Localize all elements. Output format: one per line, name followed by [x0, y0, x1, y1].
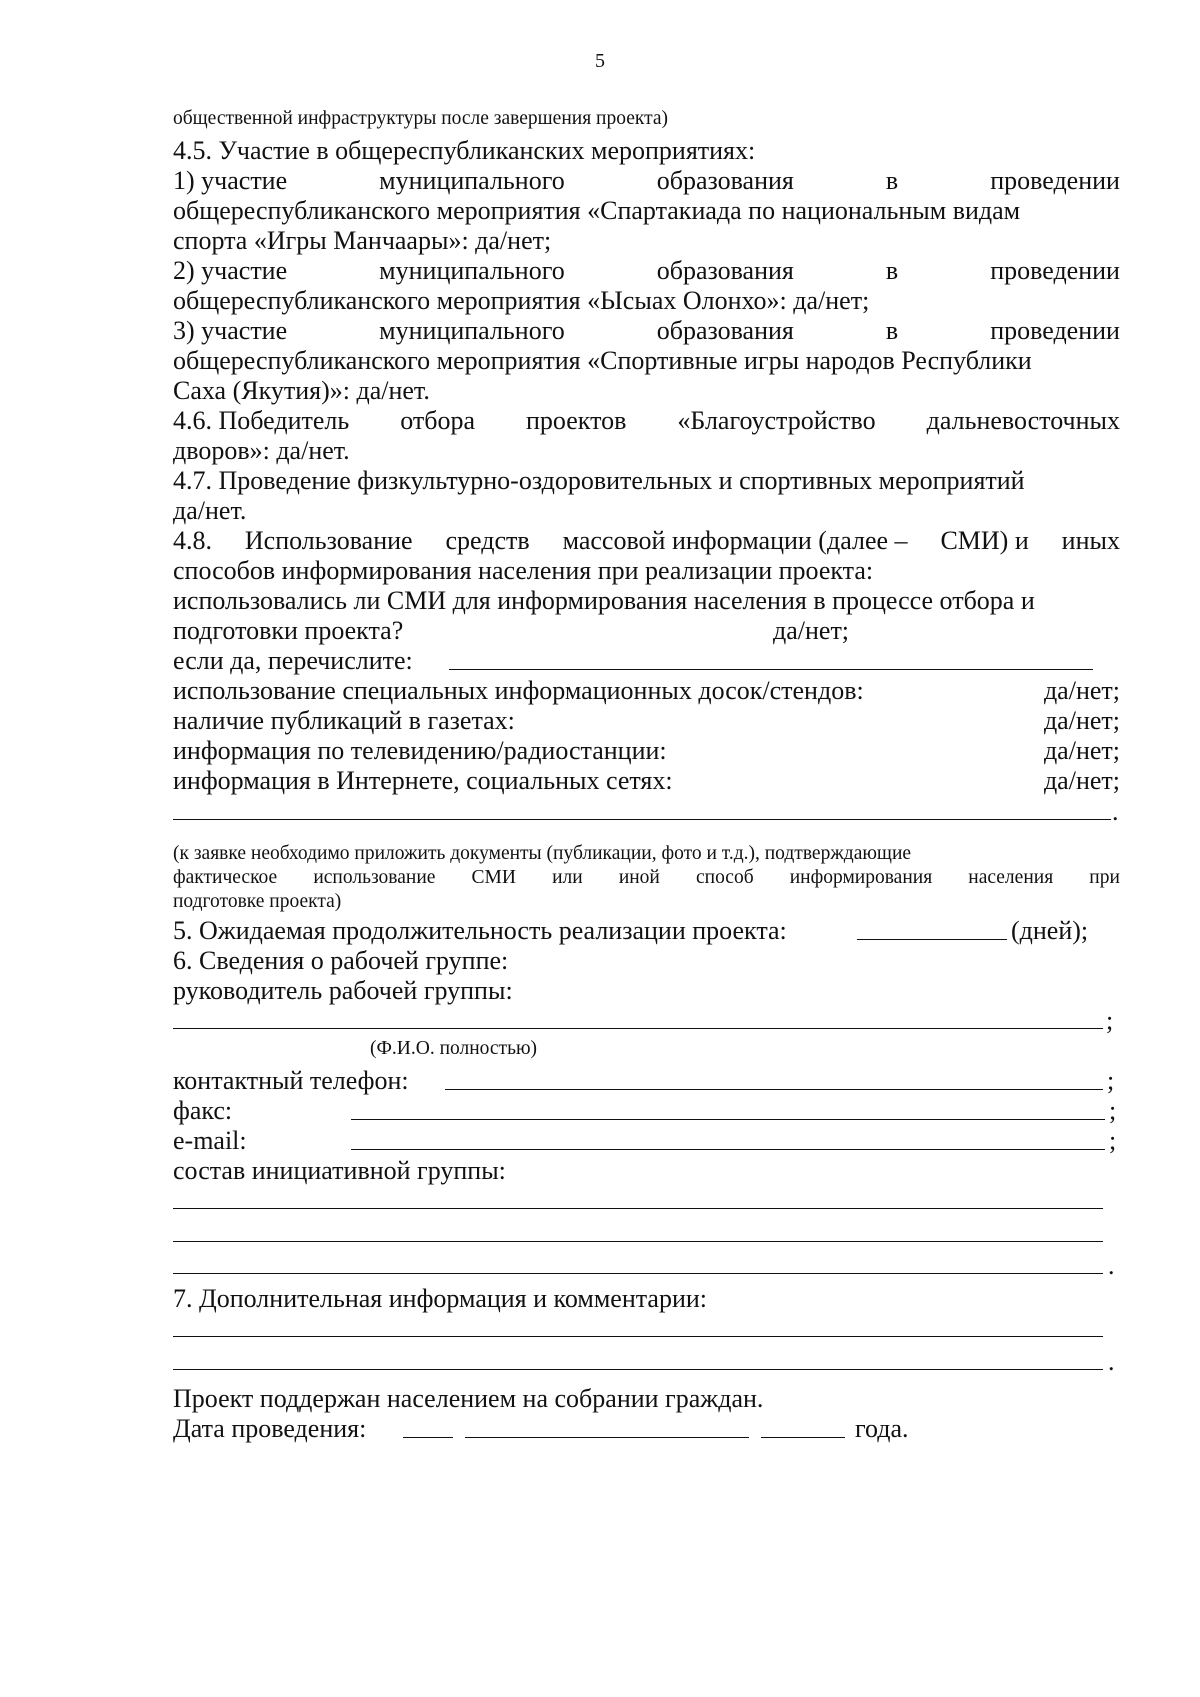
word: фактическое: [173, 867, 278, 888]
phone-blank[interactable]: [445, 1067, 1103, 1090]
fax-blank[interactable]: [351, 1097, 1105, 1120]
leader-label: руководитель рабочей группы:: [173, 976, 513, 1005]
date-day-blank[interactable]: [403, 1415, 453, 1438]
fio-caption: (Ф.И.О. полностью): [370, 1038, 538, 1059]
list-media-label: если да, перечислите:: [173, 646, 413, 675]
media-internet-row: [173, 765, 1120, 797]
word: способ: [695, 867, 754, 888]
word: образования: [656, 256, 794, 285]
word: использование: [313, 867, 436, 888]
group-blank-3[interactable]: [173, 1272, 1103, 1274]
media-other-blank[interactable]: [173, 818, 1111, 820]
word: 1) участие: [173, 166, 288, 195]
word: проведении: [990, 316, 1120, 345]
duration-unit: (дней);: [1011, 916, 1089, 945]
item-4-6-answer: дворов»: да/нет.: [173, 436, 350, 465]
word: 3) участие: [173, 316, 288, 345]
group-blank-1[interactable]: [173, 1207, 1103, 1209]
word: иной: [618, 867, 660, 888]
item-4-8-question-cont: [173, 615, 1120, 647]
word: отбора: [400, 406, 476, 435]
word: информирования: [789, 867, 933, 888]
semicolon: ;: [1107, 1066, 1115, 1095]
date-row: [173, 1413, 1120, 1445]
word: образования: [656, 316, 794, 345]
word: иных: [1061, 526, 1120, 555]
item-4-7: 4.7. Проведение физкультурно-оздоровительных и спортивных мероприятий: [173, 466, 1025, 495]
heading-6: 6. Сведения о рабочей группе:: [173, 946, 509, 975]
word: массовой информации (далее –: [562, 526, 908, 555]
word: населения: [968, 867, 1054, 888]
note-line-2: [173, 865, 1120, 890]
heading-7: 7. Дополнительная информация и комментарии:: [173, 1284, 708, 1313]
word: в: [885, 166, 899, 195]
list-media-blank[interactable]: [449, 647, 1093, 670]
word: муниципального: [379, 256, 565, 285]
word: проектов: [526, 406, 627, 435]
email-row: [173, 1125, 1120, 1157]
word: СМИ: [471, 867, 516, 888]
word: «Благоустройство: [677, 406, 876, 435]
word: при: [1089, 867, 1120, 888]
support-statement: Проект поддержан населением на собрании граждан.: [173, 1384, 764, 1413]
group-blank-2[interactable]: [173, 1240, 1103, 1242]
item-1-answer: спорта «Игры Манчаары»: да/нет;: [173, 226, 552, 255]
word: образования: [656, 166, 794, 195]
phone-row: [173, 1065, 1120, 1097]
word: дальневосточных: [926, 406, 1120, 435]
page-number: 5: [595, 50, 605, 72]
comments-blank-2[interactable]: [173, 1368, 1103, 1370]
date-label: Дата проведения:: [173, 1414, 367, 1443]
period: .: [1108, 1251, 1115, 1280]
phone-label: контактный телефон:: [173, 1066, 409, 1095]
duration-label: 5. Ожидаемая продолжительность реализации проекта:: [173, 916, 787, 945]
fax-label: факс:: [173, 1096, 233, 1125]
word: 4.6. Победитель: [173, 406, 350, 435]
semicolon: ;: [1106, 1006, 1114, 1035]
word: в: [885, 316, 899, 345]
comments-blank-1[interactable]: [173, 1335, 1103, 1337]
media-internet-label: информация в Интернете, социальных сетях:: [173, 766, 673, 795]
heading-4-5: 4.5. Участие в общереспубликанских мероприятиях:: [173, 136, 756, 165]
word: или: [552, 867, 583, 888]
note-line-3: подготовке проекта): [173, 891, 342, 912]
word: 4.8.: [173, 526, 212, 555]
semicolon: ;: [1109, 1096, 1117, 1125]
yes-no-answer: да/нет;: [1043, 766, 1120, 795]
leader-name-blank[interactable]: [173, 1027, 1103, 1029]
word: муниципального: [379, 166, 565, 195]
media-tv-radio-label: информация по телевидению/радиостанции:: [173, 736, 667, 765]
word: в: [885, 256, 899, 285]
item-1-text: общереспубликанского мероприятия «Спартакиада по национальным видам: [173, 196, 1021, 225]
period: .: [1112, 797, 1119, 826]
word: проведении: [990, 256, 1120, 285]
email-label: e-mail:: [173, 1126, 247, 1155]
period: .: [1108, 1347, 1115, 1376]
duration-blank[interactable]: [857, 917, 1007, 940]
yes-no-answer: да/нет;: [1043, 676, 1120, 705]
group-label: состав инициативной группы:: [173, 1156, 506, 1185]
word: СМИ) и: [940, 526, 1029, 555]
list-media-field: [173, 645, 1093, 677]
item-4-8-line: [173, 525, 1120, 557]
item-4-8-text: способов информирования населения при реализации проекта:: [173, 556, 874, 585]
word: муниципального: [379, 316, 565, 345]
line-infrastructure: общественной инфраструктуры после завершения проекта): [173, 108, 668, 129]
note-line-1: (к заявке необходимо приложить документы (публикации, фото и т.д.), подтверждающие: [173, 843, 912, 864]
item-3-text: общереспубликанского мероприятия «Спортивные игры народов Республики: [173, 346, 1032, 375]
word: Использование: [244, 526, 413, 555]
media-newspapers-row: [173, 705, 1120, 737]
media-stands-row: [173, 675, 1120, 707]
date-month-blank[interactable]: [465, 1415, 749, 1438]
media-newspapers-label: наличие публикаций в газетах:: [173, 706, 515, 735]
item-2-line: [173, 255, 1120, 287]
item-3-line: [173, 315, 1120, 347]
media-stands-label: использование специальных информационных досок/стендов:: [173, 676, 864, 705]
email-blank[interactable]: [351, 1127, 1105, 1150]
question-text: подготовки проекта?: [173, 616, 404, 645]
item-3-answer: Саха (Якутия)»: да/нет.: [173, 376, 430, 405]
date-year-blank[interactable]: [761, 1415, 845, 1438]
yes-no-answer: да/нет;: [1043, 706, 1120, 735]
word: средств: [445, 526, 530, 555]
item-1-line: [173, 165, 1120, 197]
media-tv-radio-row: [173, 735, 1120, 767]
item-4-6-line: [173, 405, 1120, 437]
item-4-7-answer: да/нет.: [173, 496, 247, 525]
word: 2) участие: [173, 256, 288, 285]
word: проведении: [990, 166, 1120, 195]
yes-no-answer: да/нет;: [1043, 736, 1120, 765]
semicolon: ;: [1109, 1126, 1117, 1155]
item-4-8-question: использовались ли СМИ для информирования населения в процессе отбора и: [173, 586, 1035, 615]
item-2-text: общереспубликанского мероприятия «Ысыах Олонхо»: да/нет;: [173, 286, 870, 315]
date-year-label: года.: [855, 1414, 909, 1443]
fax-row: [173, 1095, 1120, 1127]
duration-row: [173, 915, 1120, 947]
yes-no-answer: да/нет;: [773, 616, 850, 645]
